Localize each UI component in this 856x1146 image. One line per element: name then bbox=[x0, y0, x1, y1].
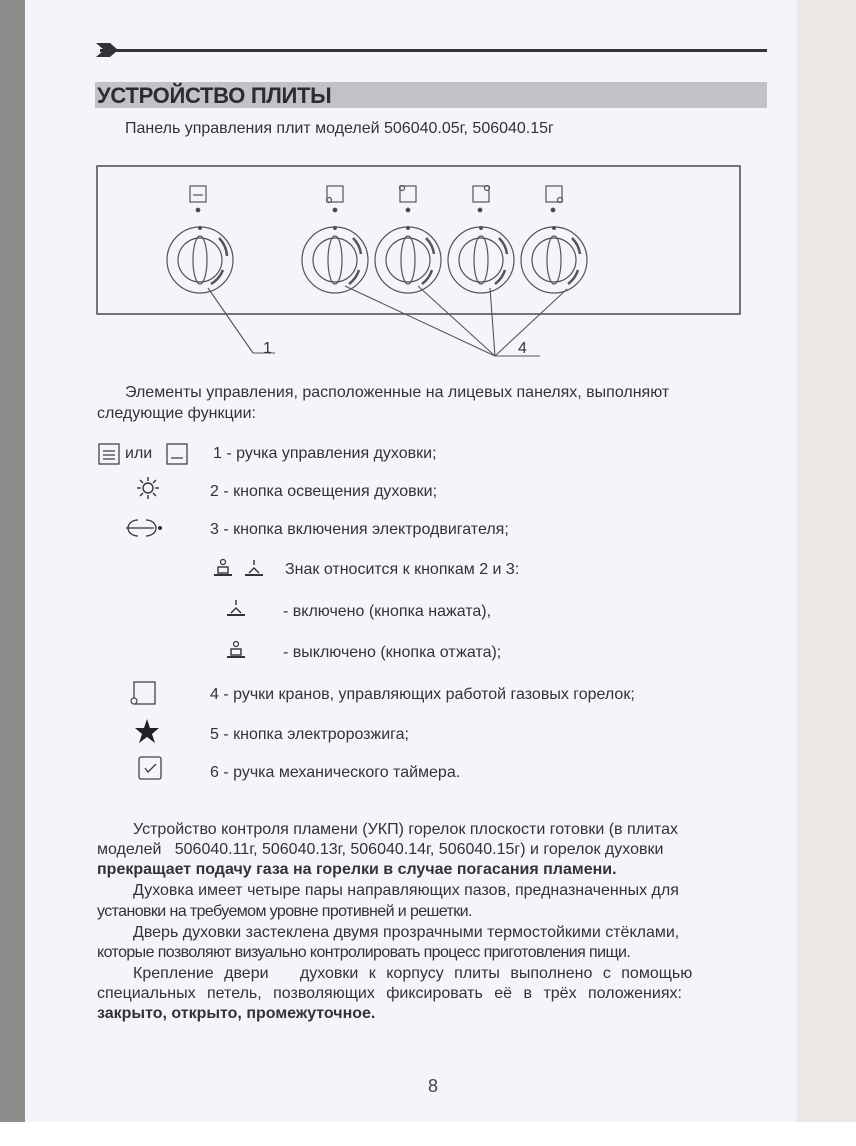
star-icon bbox=[134, 718, 160, 744]
scan-right-edge bbox=[797, 0, 856, 1122]
legend-item-5: - включено (кнопка нажата), bbox=[283, 603, 492, 620]
legend-item-6: - выключено (кнопка отжата); bbox=[283, 644, 502, 661]
legend-item-9: 6 - ручка механического таймера. bbox=[210, 764, 461, 781]
header-rule bbox=[100, 49, 767, 52]
section-title: УСТРОЙСТВО ПЛИТЫ bbox=[97, 83, 332, 108]
scan-left-edge bbox=[0, 0, 25, 1122]
body-p3-line2: которые позволяют визуально контролировать процесс приготовления пищи. bbox=[97, 944, 631, 961]
body-p1-line1: Устройство контроля пламени (УКП) горелок плоскости готовки (в плитах bbox=[133, 821, 678, 838]
legend-item-7: 4 - ручки кранов, управляющих работой газовых горелок; bbox=[210, 686, 635, 703]
timer-icon bbox=[137, 755, 163, 781]
oven-control-icon bbox=[98, 443, 120, 465]
legend-item-4: Знак относится к кнопкам 2 и 3: bbox=[285, 561, 520, 578]
callout-label-1: 1 bbox=[263, 340, 272, 357]
body-p3-line1: Дверь духовки застеклена двумя прозрачными термостойкими стёклами, bbox=[133, 924, 680, 941]
burner-knob-4 bbox=[521, 186, 587, 293]
legend-item-3: 3 - кнопка включения электродвигателя; bbox=[210, 521, 509, 538]
button-pressed-icon bbox=[243, 558, 265, 578]
button-pressed-icon bbox=[225, 598, 247, 618]
body-p1-line2: моделей 506040.11г, 506040.13г, 506040.14г, 506040.15г) и горелок духовки bbox=[97, 841, 664, 858]
page-number: 8 bbox=[428, 1076, 439, 1096]
burner-knob-3 bbox=[448, 186, 514, 294]
callout-label-4: 4 bbox=[518, 340, 527, 357]
legend-item-8: 5 - кнопка электророзжига; bbox=[210, 726, 409, 743]
body-p1-line3: прекращает подачу газа на горелки в случае погасания пламени. bbox=[97, 861, 617, 878]
body-p4-line2: специальных петель, позволяющих фиксировать её в трёх положениях: bbox=[97, 985, 682, 1002]
burner-knob-2 bbox=[375, 186, 441, 294]
control-panel-diagram bbox=[95, 160, 775, 360]
sun-light-icon bbox=[136, 476, 160, 500]
legend-or: или bbox=[125, 445, 153, 462]
oven-bottom-icon bbox=[166, 443, 188, 465]
body-p2-line1: Духовка имеет четыре пары направляющих пазов, предназначенных для bbox=[133, 882, 679, 899]
intro-line-1: Элементы управления, расположенные на лицевых панелях, выполняют bbox=[125, 384, 670, 401]
oven-knob bbox=[167, 186, 233, 293]
body-p4-line1: Крепление двери духовки к корпусу плиты выполнено с помощью bbox=[133, 965, 693, 982]
legend-item-2: 2 - кнопка освещения духовки; bbox=[210, 483, 438, 500]
diagram-caption: Панель управления плит моделей 506040.05г, 506040.15г bbox=[125, 120, 554, 137]
button-released-icon bbox=[212, 558, 234, 578]
body-p2-line2: установки на требуемом уровне противней и решетки. bbox=[97, 903, 472, 920]
burner-tap-icon bbox=[129, 680, 157, 706]
motor-icon bbox=[126, 518, 170, 538]
legend-item-1: 1 - ручка управления духовки; bbox=[213, 445, 437, 462]
burner-knob-1 bbox=[302, 186, 368, 293]
button-released-icon bbox=[225, 640, 247, 660]
intro-line-2: следующие функции: bbox=[97, 405, 256, 422]
body-p4-line3: закрыто, открыто, промежуточное. bbox=[97, 1005, 376, 1022]
